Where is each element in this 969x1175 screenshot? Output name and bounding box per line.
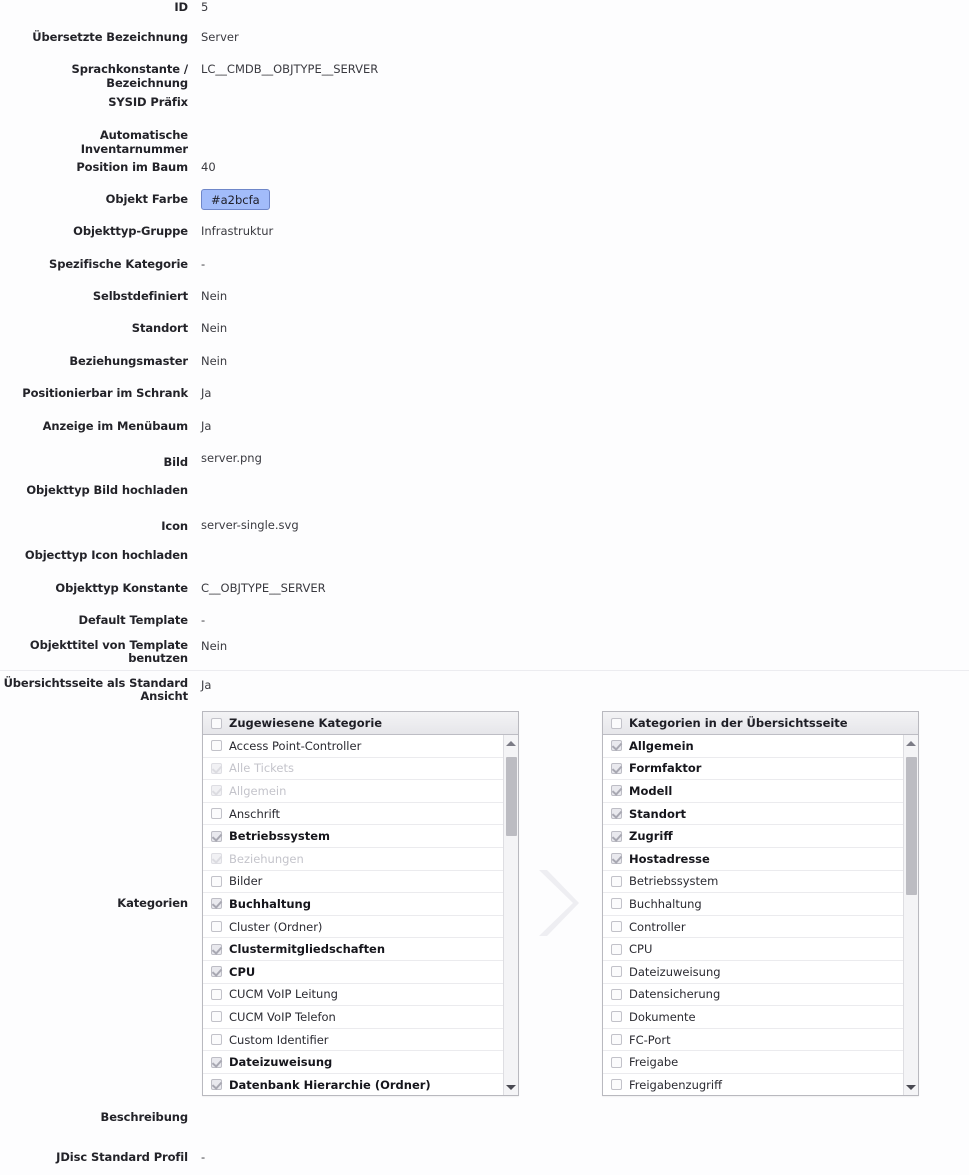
section-divider: [0, 670, 969, 671]
category-checkbox[interactable]: [611, 785, 622, 796]
category-checkbox[interactable]: [211, 1034, 222, 1045]
category-label: Controller: [629, 919, 686, 934]
category-checkbox[interactable]: [611, 831, 622, 842]
field-label: Automatische Inventarnummer: [80, 128, 188, 156]
assigned-categories-listbox[interactable]: [202, 711, 519, 1096]
field-label: Standort: [131, 321, 188, 335]
category-list-item[interactable]: [203, 938, 518, 961]
field-value: server.png: [201, 451, 262, 465]
category-list-item[interactable]: [203, 893, 518, 916]
field-label: Positionierbar im Schrank: [22, 386, 188, 400]
category-checkbox[interactable]: [611, 1034, 622, 1045]
category-label: Formfaktor: [629, 761, 702, 776]
category-label: Betriebssystem: [629, 874, 719, 889]
category-label: CUCM VoIP Leitung: [229, 987, 338, 1002]
overview-categories-header-label: Kategorien in der Übersichtsseite: [629, 716, 848, 730]
category-checkbox[interactable]: [211, 944, 222, 955]
field-label: Objekttyp Bild hochladen: [26, 483, 188, 497]
category-list-item[interactable]: [603, 803, 918, 826]
scroll-up-arrow-icon[interactable]: [504, 736, 518, 750]
field-label: Übersichtsseite als Standard Ansicht: [3, 676, 188, 703]
category-list-item[interactable]: [603, 961, 918, 984]
field-label: Bild: [163, 455, 188, 469]
category-label: Dateizuweisung: [629, 964, 721, 979]
category-checkbox[interactable]: [211, 989, 222, 1000]
field-label: Objekttitel von Template benutzen: [29, 638, 188, 665]
category-checkbox[interactable]: [211, 876, 222, 887]
category-list-item[interactable]: [203, 780, 518, 803]
category-label: Buchhaltung: [229, 896, 311, 911]
overview-categories-list[interactable]: [603, 735, 918, 1095]
field-label: Beschreibung: [100, 1110, 188, 1124]
category-list-item[interactable]: [603, 984, 918, 1007]
category-label: Modell: [629, 783, 673, 798]
field-value: Ja: [201, 386, 212, 400]
category-checkbox[interactable]: [611, 944, 622, 955]
field-value: 40: [201, 160, 216, 174]
category-checkbox[interactable]: [211, 1057, 222, 1068]
category-checkbox[interactable]: [211, 831, 222, 842]
category-list-item[interactable]: [203, 1074, 518, 1095]
category-list-item[interactable]: [603, 871, 918, 894]
category-label: Allgemein: [229, 783, 287, 798]
category-list-item[interactable]: [203, 916, 518, 939]
category-list-item[interactable]: [203, 1051, 518, 1074]
field-value: Nein: [201, 639, 228, 653]
category-label: Cluster (Ordner): [229, 919, 323, 934]
category-checkbox[interactable]: [611, 853, 622, 864]
category-label: FC-Port: [629, 1032, 671, 1047]
assigned-categories-header-label: Zugewiesene Kategorie: [229, 716, 383, 730]
left-scrollbar[interactable]: [503, 735, 518, 1095]
category-label: Alle Tickets: [229, 761, 295, 776]
category-label: Freigabe: [629, 1055, 679, 1070]
category-label: Anschrift: [229, 806, 281, 821]
category-checkbox[interactable]: [611, 808, 622, 819]
category-label: Datensicherung: [629, 987, 721, 1002]
category-checkbox[interactable]: [611, 876, 622, 887]
category-label: CPU: [229, 964, 256, 979]
category-list-item[interactable]: [603, 1051, 918, 1074]
category-checkbox: [211, 785, 222, 796]
category-list-item[interactable]: [603, 938, 918, 961]
field-label: Anzeige im Menübaum: [42, 419, 188, 433]
field-label: Objecttyp Icon hochladen: [24, 548, 188, 562]
field-label: JDisc Standard Profil: [56, 1150, 188, 1164]
category-list-item[interactable]: [203, 848, 518, 871]
field-label: Übersetzte Bezeichnung: [32, 30, 188, 44]
field-label: Objekt Farbe: [105, 192, 188, 206]
field-label: Sprachkonstante / Bezeichnung: [71, 62, 188, 90]
category-checkbox[interactable]: [611, 898, 622, 909]
field-value: Nein: [201, 289, 228, 303]
category-label: Access Point-Controller: [229, 738, 362, 753]
left-scrollbar-thumb[interactable]: [506, 757, 517, 836]
category-checkbox[interactable]: [611, 1057, 622, 1068]
category-list-item[interactable]: [603, 916, 918, 939]
category-list-item[interactable]: [603, 780, 918, 803]
category-checkbox[interactable]: [211, 966, 222, 977]
field-value: Nein: [201, 354, 228, 368]
category-label: Standort: [629, 806, 687, 821]
category-checkbox[interactable]: [611, 966, 622, 977]
category-checkbox[interactable]: [211, 921, 222, 932]
category-list-item[interactable]: [603, 893, 918, 916]
field-value: -: [201, 257, 206, 271]
field-label: Icon: [161, 519, 188, 533]
category-checkbox[interactable]: [211, 898, 222, 909]
category-label: Hostadresse: [629, 851, 710, 866]
field-label: Objekttyp-Gruppe: [73, 224, 188, 238]
category-list-item[interactable]: [203, 961, 518, 984]
category-checkbox: [211, 853, 222, 864]
field-value: LC__CMDB__OBJTYPE__SERVER: [201, 62, 379, 76]
category-label: Betriebssystem: [229, 829, 331, 844]
field-value: Infrastruktur: [201, 224, 274, 238]
select-all-checkbox-right[interactable]: [611, 718, 622, 729]
category-list-item[interactable]: [603, 825, 918, 848]
scroll-down-arrow-icon[interactable]: [904, 1080, 918, 1094]
select-all-checkbox-left[interactable]: [211, 718, 222, 729]
category-label: Dokumente: [629, 1009, 696, 1024]
category-checkbox[interactable]: [611, 989, 622, 1000]
scroll-up-arrow-icon[interactable]: [904, 736, 918, 750]
category-checkbox[interactable]: [211, 1079, 222, 1090]
category-list-item[interactable]: [203, 984, 518, 1007]
field-label: ID: [174, 0, 188, 14]
category-label: Allgemein: [629, 738, 694, 753]
category-checkbox: [211, 763, 222, 774]
category-label: Buchhaltung: [629, 896, 702, 911]
category-label: Zugriff: [629, 829, 673, 844]
field-value: Ja: [201, 678, 212, 692]
category-checkbox[interactable]: [611, 763, 622, 774]
category-label: Datenbank Hierarchie (Ordner): [229, 1077, 431, 1092]
category-label: Beziehungen: [229, 851, 304, 866]
field-value: Server: [201, 30, 239, 44]
category-list-item[interactable]: [203, 758, 518, 781]
category-label: CUCM VoIP Telefon: [229, 1009, 336, 1024]
category-list-item[interactable]: [603, 1006, 918, 1029]
category-checkbox[interactable]: [211, 808, 222, 819]
field-value: Nein: [201, 321, 228, 335]
category-label: Clustermitgliedschaften: [229, 942, 386, 957]
category-label: Bilder: [229, 874, 263, 889]
category-list-item[interactable]: [603, 1074, 918, 1095]
category-list-item[interactable]: [603, 758, 918, 781]
field-label: Kategorien: [117, 896, 188, 910]
category-list-item[interactable]: [203, 735, 518, 758]
field-value: Ja: [201, 419, 212, 433]
field-label: Selbstdefiniert: [92, 289, 188, 303]
category-label: Dateizuweisung: [229, 1055, 333, 1070]
category-list-item[interactable]: [203, 1029, 518, 1052]
right-scrollbar-thumb[interactable]: [906, 757, 917, 896]
object-color-swatch[interactable]: #a2bcfa: [201, 189, 270, 210]
category-list-item[interactable]: [603, 848, 918, 871]
field-label: Default Template: [78, 613, 188, 627]
category-checkbox[interactable]: [211, 1011, 222, 1022]
category-list-item[interactable]: [203, 803, 518, 826]
category-checkbox[interactable]: [611, 1079, 622, 1090]
field-value: 5: [201, 0, 209, 14]
right-scrollbar[interactable]: [903, 735, 918, 1095]
chevron-right-icon: [533, 868, 579, 938]
field-value: server-single.svg: [201, 518, 299, 532]
category-list-item[interactable]: [203, 1006, 518, 1029]
category-label: Freigabenzugriff: [629, 1077, 723, 1092]
category-list-item[interactable]: [203, 871, 518, 894]
assigned-categories-list[interactable]: [203, 735, 518, 1095]
field-label: SYSID Präfix: [108, 95, 188, 109]
field-label: Position im Baum: [76, 160, 188, 174]
field-label: Spezifische Kategorie: [49, 257, 188, 271]
field-value: -: [201, 1150, 206, 1164]
category-list-item[interactable]: [203, 825, 518, 848]
field-label: Objekttyp Konstante: [55, 581, 188, 595]
field-value: -: [201, 613, 206, 627]
field-value: C__OBJTYPE__SERVER: [201, 581, 326, 595]
overview-categories-header[interactable]: [603, 712, 918, 735]
field-label: Beziehungsmaster: [69, 354, 188, 368]
category-list-item[interactable]: [603, 1029, 918, 1052]
category-list-item[interactable]: [603, 735, 918, 758]
scroll-down-arrow-icon[interactable]: [504, 1080, 518, 1094]
category-label: Custom Identifier: [229, 1032, 329, 1047]
category-checkbox[interactable]: [611, 1011, 622, 1022]
category-checkbox[interactable]: [211, 740, 222, 751]
category-checkbox[interactable]: [611, 740, 622, 751]
assigned-categories-header[interactable]: [203, 712, 518, 735]
overview-categories-listbox[interactable]: [602, 711, 919, 1096]
category-label: CPU: [629, 942, 653, 957]
category-checkbox[interactable]: [611, 921, 622, 932]
